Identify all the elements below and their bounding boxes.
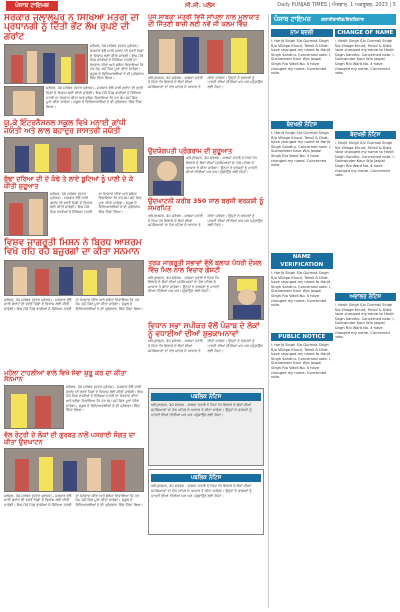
headline-mid-5: ਵਿਧਾਨ ਸਭਾ ਸਪੀਕਰ ਵੱਲੋਂ ਪੰਜਾਬ ਦੇ ਲੋਕਾਂ ਨੂੰ ਵਧਾਈਆਂ ਦੀਆਂ ਸ਼ੁਭਕਾਮਨਾਵਾਂ xyxy=(148,320,260,338)
notice-title: ਪਬਲਿਕ ਨੋਟਿਸ xyxy=(151,393,261,401)
page-date: Daily PUNJAB TIMES | ਐਤਵਾਰ, 1 ਅਕਤੂਬਰ, 2023 | 5 xyxy=(277,2,396,8)
notice-text: ਅੰਮ੍ਰਿਤਸਰ, 30 ਸਤੰਬਰ - ਸਾਬਕਾ ਮੰਤਰੀ ਨੇ ਕਿਹਾ ਕਿ ਇਲਾਕੇ ਦੇ ਲੋਕਾਂ ਦੀਆਂ ਸਮੱਸਿਆਵਾਂ ਦਾ ਹੱਲ ਪਹਿਲ ਦੇ ਆਧਾਰ ਤੇ ਕੀਤਾ ਜਾਵੇਗਾ। ਉਨ੍ਹਾਂ ਨੇ ਵਰਕਰਾਂ ਨੂੰ ਪਾਰਟੀ ਦੀਆਂ ਨੀਤੀਆਂ ਘਰ ਘਰ ਪਹੁੰਚਾਉਣ ਲਈ ਕਿਹਾ। xyxy=(151,484,252,498)
classified-banner-title: ਪੰਜਾਬ ਟਾਇਮਜ਼ xyxy=(274,15,311,23)
article-text: ਜਲੰਧਰ, 30 ਸਤੰਬਰ (ਪੱਤਰ ਪ੍ਰੇਰਕ) - ਸਰਕਾਰ ਵੱਲੋਂ ਜਾਰੀ ਗਰਾਂਟ ਦੀ ਵਰਤੋਂ ਪਿੰਡਾਂ ਦੇ ਵਿਕਾਸ ਲਈ ਕੀਤੀ ਜਾਵੇਗੀ। ਇਸ ਮੌਕੇ ਪਿੰਡ ਵਾਸੀਆਂ ਨੇ ਸਿੱਖਿਆ ਮੰਤਰੀ ਦਾ ਧੰਨਵਾਦ ਕੀਤਾ ਅਤੇ ਭਰੋਸਾ ਦਿਵਾਇਆ ਕਿ ਹਰ ਕੰਮ ਸਮੇਂ ਸਿਰ ਪੂਰਾ ਕੀਤਾ ਜਾਵੇਗਾ। ਸਕੂਲ ਦੇ ਵਿਦਿਆਰਥੀਆਂ ਨੇ ਵੀ ਪ੍ਰੋਗਰਾਮ ਵਿੱਚ ਹਿੱਸਾ ਲਿਆ। xyxy=(66,385,143,413)
section-title: ਬੇਦਖਲੀ ਨੋਟਿਸ xyxy=(335,131,397,139)
article-text: ਜਲੰਧਰ, 30 ਸਤੰਬਰ (ਪੱਤਰ ਪ੍ਰੇਰਕ) - ਸਰਕਾਰ ਵੱਲੋਂ ਜਾਰੀ ਗਰਾਂਟ ਦੀ ਵਰਤੋਂ ਪਿੰਡਾਂ ਦੇ ਵਿਕਾਸ ਲਈ ਕੀਤੀ ਜਾਵੇਗੀ। ਇਸ ਮੌਕੇ ਪਿੰਡ ਵਾਸੀਆਂ ਨੇ ਸਿੱਖਿਆ ਮੰਤਰੀ ਦਾ ਧੰਨਵਾਦ ਕੀਤਾ ਅਤੇ ਭਰੋਸਾ ਦਿਵਾਇਆ ਕਿ ਹਰ ਕੰਮ ਸਮੇਂ ਸਿਰ ਪੂਰਾ ਕੀਤਾ ਜਾਵੇਗਾ। ਸਕੂਲ ਦੇ ਵਿਦਿਆਰਥੀਆਂ ਨੇ ਵੀ ਪ੍ਰੋਗਰਾਮ ਵਿੱਚ ਹਿੱਸਾ ਲਿਆ। xyxy=(90,44,144,81)
left-column xyxy=(4,14,144,608)
headline-mid-4: ਤਰਕ ਜਾਗਰੂਤੀ ਸਭਾਵਾਂ ਵੱਲੋਂ ਬਲਾਕ ਪੱਧਰੀ ਦੋਸ਼ਲ ਵਿੱਚ ਮਿਲ ਨਾਲ ਵਿਚਾਰ ਗੋਸ਼ਟੀ xyxy=(148,259,262,274)
classified-text: I, Harjit Singh S/o Gurmail Singh R/o Village Khurd, Tehsil & Distt. have changed my name to Harjit Singh Sandhu. Concerned note. I, Sukhwinder Kaur W/o Jaspal Singh R/o Ward No. 4 have changed my name. Concerned note. xyxy=(271,271,332,308)
section-title: NAME VERIFICATION xyxy=(271,253,333,269)
notice-box xyxy=(148,388,264,466)
headline-1: ਸਰਕਾਰ ਜਲਾਲਪੁਰ ਨੇ ਸਿੱਖਿਆ ਮੰਤਰੀ ਦੀ ਪ੍ਰਧਾਨਗੀ ਨੂੰ ਦਿੱਤੀ ਭੇਂਟ ਲੱਖ ਰੁਪਏ ਦੀ ਗਰਾਂਟ xyxy=(4,14,140,42)
headline-5: ਮੁਹੱਲਾ ਟਾਹਲੀਆਂ ਵਾਲੇ ਵਿਖੇ ਸੇਵਾ ਸ਼ੁਰੂ ਕਰ ਦਾ ਕੀਤਾ ਸਨਮਾਨ xyxy=(4,368,127,384)
notice-text: ਅੰਮ੍ਰਿਤਸਰ, 30 ਸਤੰਬਰ - ਸਾਬਕਾ ਮੰਤਰੀ ਨੇ ਕਿਹਾ ਕਿ ਇਲਾਕੇ ਦੇ ਲੋਕਾਂ ਦੀਆਂ ਸਮੱਸਿਆਵਾਂ ਦਾ ਹੱਲ ਪਹਿਲ ਦੇ ਆਧਾਰ ਤੇ ਕੀਤਾ ਜਾਵੇਗਾ। ਉਨ੍ਹਾਂ ਨੇ ਵਰਕਰਾਂ ਨੂੰ ਪਾਰਟੀ ਦੀਆਂ ਨੀਤੀਆਂ ਘਰ ਘਰ ਪਹੁੰਚਾਉਣ ਲਈ ਕਿਹਾ। xyxy=(151,403,252,417)
middle-column xyxy=(148,14,264,608)
news-photo xyxy=(4,385,64,429)
headline-3: ਬੁੱਢਾ ਦਰਿਆ ਦੀ ਦੇ ਕੰਢੇ ਤੇ ਲਾਏ ਬੂਟਿਆਂ ਨੂੰ ਪਾਣੀ ਦੇ ਕੇ ਕੀਤੀ ਸ਼ੁਰੂਆਤ xyxy=(4,175,134,190)
section-title: ਅਦਾਲਤ ਨੋਟਿਸ xyxy=(335,293,397,301)
article-text: ਜਲੰਧਰ, 30 ਸਤੰਬਰ (ਪੱਤਰ ਪ੍ਰੇਰਕ) - ਸਰਕਾਰ ਵੱਲੋਂ ਜਾਰੀ ਗਰਾਂਟ ਦੀ ਵਰਤੋਂ ਪਿੰਡਾਂ ਦੇ ਵਿਕਾਸ ਲਈ ਕੀਤੀ ਜਾਵੇਗੀ। ਇਸ ਮੌਕੇ ਪਿੰਡ ਵਾਸੀਆਂ ਨੇ ਸਿੱਖਿਆ ਮੰਤਰੀ ਦਾ ਧੰਨਵਾਦ ਕੀਤਾ ਅਤੇ ਭਰੋਸਾ ਦਿਵਾਇਆ ਕਿ ਹਰ ਕੰਮ ਸਮੇਂ ਸਿਰ ਪੂਰਾ ਕੀਤਾ ਜਾਵੇਗਾ। ਸਕੂਲ ਦੇ ਵਿਦਿਆਰਥੀਆਂ ਨੇ ਵੀ ਪ੍ਰੋਗਰਾਮ ਵਿੱਚ ਹਿੱਸਾ ਲਿਆ। xyxy=(4,297,144,311)
headline-mid-2: ਉਦਯੋਗਪਤੀ ਪ੍ਰੋਗਰਾਮ ਦੀ ਸ਼ੁਰੂਆਤ xyxy=(148,146,233,155)
section-title: CHANGE OF NAME xyxy=(335,29,397,37)
news-photo xyxy=(4,86,44,116)
article-text: ਅੰਮ੍ਰਿਤਸਰ, 30 ਸਤੰਬਰ - ਸਾਬਕਾ ਮੰਤਰੀ ਨੇ ਕਿਹਾ ਕਿ ਇਲਾਕੇ ਦੇ ਲੋਕਾਂ ਦੀਆਂ ਸਮੱਸਿਆਵਾਂ ਦਾ ਹੱਲ ਪਹਿਲ ਦੇ ਆਧਾਰ ਤੇ ਕੀਤਾ ਜਾਵੇਗਾ। ਉਨ੍ਹਾਂ ਨੇ ਵਰਕਰਾਂ ਨੂੰ ਪਾਰਟੀ ਦੀਆਂ ਨੀਤੀਆਂ ਘਰ ਘਰ ਪਹੁੰਚਾਉਣ ਲਈ ਕਿਹਾ। xyxy=(148,75,263,89)
section-title: ਨਾਮ ਬਦਲੀ xyxy=(271,29,333,37)
article-text: ਅੰਮ੍ਰਿਤਸਰ, 30 ਸਤੰਬਰ - ਸਾਬਕਾ ਮੰਤਰੀ ਨੇ ਕਿਹਾ ਕਿ ਇਲਾਕੇ ਦੇ ਲੋਕਾਂ ਦੀਆਂ ਸਮੱਸਿਆਵਾਂ ਦਾ ਹੱਲ ਪਹਿਲ ਦੇ ਆਧਾਰ ਤੇ ਕੀਤਾ ਜਾਵੇਗਾ। ਉਨ੍ਹਾਂ ਨੇ ਵਰਕਰਾਂ ਨੂੰ ਪਾਰਟੀ ਦੀਆਂ ਨੀਤੀਆਂ ਘਰ ਘਰ ਪਹੁੰਚਾਉਣ ਲਈ ਕਿਹਾ। xyxy=(148,339,263,353)
headline-6: ਵੱਲ ਰੋਟਰੀ ਦੇ ਲੋਕਾਂ ਦੀ ਗੁਰਬਤ ਨਾਲੋਂ ਪਸਰਾਈ ਸੰਗਤ ਦਾ ਕੀਤਾ ਉਦਘਾਟਨ xyxy=(4,431,135,446)
classified-text: I, Harjit Singh S/o Gurmail Singh R/o Village Khurd, Tehsil & Distt. have changed my name to Harjit Singh Sandhu. Concerned note. I, Sukhwinder Kaur W/o Jaspal Singh R/o Ward No. 4 have changed my name. Concerned note. xyxy=(334,141,395,178)
classified-text: I, Harjit Singh S/o Gurmail Singh R/o Village Khurd, Tehsil & Distt. have changed my name to Harjit Singh Sandhu. Concerned note. I, Sukhwinder Kaur W/o Jaspal Singh R/o Ward No. 4 have changed my name. Concerned note. xyxy=(271,39,332,76)
classified-text: I, Harjit Singh S/o Gurmail Singh R/o Village Khurd, Tehsil & Distt. have changed my name to Harjit Singh Sandhu. Concerned note. I, Sukhwinder Kaur W/o Jaspal Singh R/o Ward No. 4 have changed my name. Concerned note. xyxy=(334,39,395,76)
article-text: ਅੰਮ੍ਰਿਤਸਰ, 30 ਸਤੰਬਰ - ਸਾਬਕਾ ਮੰਤਰੀ ਨੇ ਕਿਹਾ ਕਿ ਇਲਾਕੇ ਦੇ ਲੋਕਾਂ ਦੀਆਂ ਸਮੱਸਿਆਵਾਂ ਦਾ ਹੱਲ ਪਹਿਲ ਦੇ ਆਧਾਰ ਤੇ ਕੀਤਾ ਜਾਵੇਗਾ। ਉਨ੍ਹਾਂ ਨੇ ਵਰਕਰਾਂ ਨੂੰ ਪਾਰਟੀ ਦੀਆਂ ਨੀਤੀਆਂ ਘਰ ਘਰ ਪਹੁੰਚਾਉਣ ਲਈ ਕਿਹਾ। xyxy=(148,275,220,294)
notice-box xyxy=(148,469,264,535)
masthead-bar xyxy=(0,0,400,12)
news-photo xyxy=(4,448,144,492)
section-title: ਸੀ.ਜੀ. ਪਲੱਸ xyxy=(184,2,216,9)
portrait-photo xyxy=(148,156,184,196)
news-photo xyxy=(148,30,264,74)
article-text: ਜਲੰਧਰ, 30 ਸਤੰਬਰ (ਪੱਤਰ ਪ੍ਰੇਰਕ) - ਸਰਕਾਰ ਵੱਲੋਂ ਜਾਰੀ ਗਰਾਂਟ ਦੀ ਵਰਤੋਂ ਪਿੰਡਾਂ ਦੇ ਵਿਕਾਸ ਲਈ ਕੀਤੀ ਜਾਵੇਗੀ। ਇਸ ਮੌਕੇ ਪਿੰਡ ਵਾਸੀਆਂ ਨੇ ਸਿੱਖਿਆ ਮੰਤਰੀ ਦਾ ਧੰਨਵਾਦ ਕੀਤਾ ਅਤੇ ਭਰੋਸਾ ਦਿਵਾਇਆ ਕਿ ਹਰ ਕੰਮ ਸਮੇਂ ਸਿਰ ਪੂਰਾ ਕੀਤਾ ਜਾਵੇਗਾ। ਸਕੂਲ ਦੇ ਵਿਦਿਆਰਥੀਆਂ ਨੇ ਵੀ ਪ੍ਰੋਗਰਾਮ ਵਿੱਚ ਹਿੱਸਾ ਲਿਆ। xyxy=(46,86,143,109)
classified-column xyxy=(268,14,396,608)
article-text: ਅੰਮ੍ਰਿਤਸਰ, 30 ਸਤੰਬਰ - ਸਾਬਕਾ ਮੰਤਰੀ ਨੇ ਕਿਹਾ ਕਿ ਇਲਾਕੇ ਦੇ ਲੋਕਾਂ ਦੀਆਂ ਸਮੱਸਿਆਵਾਂ ਦਾ ਹੱਲ ਪਹਿਲ ਦੇ ਆਧਾਰ ਤੇ ਕੀਤਾ ਜਾਵੇਗਾ। ਉਨ੍ਹਾਂ ਨੇ ਵਰਕਰਾਂ ਨੂੰ ਪਾਰਟੀ ਦੀਆਂ ਨੀਤੀਆਂ ਘਰ ਘਰ ਪਹੁੰਚਾਉਣ ਲਈ ਕਿਹਾ। xyxy=(148,214,263,228)
article-text: ਜਲੰਧਰ, 30 ਸਤੰਬਰ (ਪੱਤਰ ਪ੍ਰੇਰਕ) - ਸਰਕਾਰ ਵੱਲੋਂ ਜਾਰੀ ਗਰਾਂਟ ਦੀ ਵਰਤੋਂ ਪਿੰਡਾਂ ਦੇ ਵਿਕਾਸ ਲਈ ਕੀਤੀ ਜਾਵੇਗੀ। ਇਸ ਮੌਕੇ ਪਿੰਡ ਵਾਸੀਆਂ ਨੇ ਸਿੱਖਿਆ ਮੰਤਰੀ ਦਾ ਧੰਨਵਾਦ ਕੀਤਾ ਅਤੇ ਭਰੋਸਾ ਦਿਵਾਇਆ ਕਿ ਹਰ ਕੰਮ ਸਮੇਂ ਸਿਰ ਪੂਰਾ ਕੀਤਾ ਜਾਵੇਗਾ। ਸਕੂਲ ਦੇ ਵਿਦਿਆਰਥੀਆਂ ਨੇ ਵੀ ਪ੍ਰੋਗਰਾਮ ਵਿੱਚ ਹਿੱਸਾ ਲਿਆ। xyxy=(50,191,142,215)
article-text: ਅੰਮ੍ਰਿਤਸਰ, 30 ਸਤੰਬਰ - ਸਾਬਕਾ ਮੰਤਰੀ ਨੇ ਕਿਹਾ ਕਿ ਇਲਾਕੇ ਦੇ ਲੋਕਾਂ ਦੀਆਂ ਸਮੱਸਿਆਵਾਂ ਦਾ ਹੱਲ ਪਹਿਲ ਦੇ ਆਧਾਰ ਤੇ ਕੀਤਾ ਜਾਵੇਗਾ। ਉਨ੍ਹਾਂ ਨੇ ਵਰਕਰਾਂ ਨੂੰ ਪਾਰਟੀ ਦੀਆਂ ਨੀਤੀਆਂ ਘਰ ਘਰ ਪਹੁੰਚਾਉਣ ਲਈ ਕਿਹਾ। xyxy=(186,156,258,175)
classified-banner xyxy=(271,14,396,25)
news-photo xyxy=(4,137,144,173)
classified-text: I, Harjit Singh S/o Gurmail Singh R/o Village Khurd, Tehsil & Distt. have changed my name to Harjit Singh Sandhu. Concerned note. I, Sukhwinder Kaur W/o Jaspal Singh R/o Ward No. 4 have changed my name. Concerned note. xyxy=(334,303,395,340)
portrait-photo xyxy=(228,276,264,320)
news-photo xyxy=(4,44,88,84)
news-photo xyxy=(4,192,48,236)
classified-banner-sub: ਕਲਾਸੀਫਾਈਡ/ਇਸ਼ਤਿਹਾਰ xyxy=(321,18,364,23)
headline-mid-1: ਪੁੱਜੇ ਸਾਬਕਾ ਮੰਤਰੀ ਵਿਜੈ ਸਾਂਪਲਾ ਨਾਲ ਮੁਲਾਕਾਤ ਦੀ ਜਿੱਤਣੀ ਬਾਜ਼ੀ ਲਈ ਨਵੇਂ ਜੀ ਕਲਮ ਵਿੱਚ xyxy=(148,14,260,28)
classified-text: I, Harjit Singh S/o Gurmail Singh R/o Village Khurd, Tehsil & Distt. have changed my name to Harjit Singh Sandhu. Concerned note. I, Sukhwinder Kaur W/o Jaspal Singh R/o Ward No. 4 have changed my name. Concerned note. xyxy=(271,131,332,168)
section-title: PUBLIC NOTICE xyxy=(271,333,333,341)
headline-2: ਯੂ.ਕੇ ਇੰਟਰਨੈਸ਼ਨਲ ਸਕੂਲ ਵਿਖੇ ਮਨਾਈ ਗਾਂਧੀ ਜਯੰਤੀ ਅਤੇ ਲਾਲ ਬਹਾਦੁਰ ਸ਼ਾਸਤਰੀ ਜਯੰਤੀ xyxy=(4,118,127,136)
section-title: ਬੇਦਖਲੀ ਨੋਟਿਸ xyxy=(271,121,333,129)
news-photo xyxy=(4,260,144,296)
brand-logo: ਪੰਜਾਬ ਟਾਇਮਜ਼ xyxy=(6,1,58,11)
classified-text: I, Harjit Singh S/o Gurmail Singh R/o Village Khurd, Tehsil & Distt. have changed my name to Harjit Singh Sandhu. Concerned note. I, Sukhwinder Kaur W/o Jaspal Singh R/o Ward No. 4 have changed my name. Concerned note. xyxy=(271,343,332,380)
headline-mid-3: ਉਦਘਾਟਨੀ ਕਰੀਬ 350 ਸਾਲ ਬਰਸੀ ਵਰਕਸ਼ੀ ਨੂੰ ਸਮਰਪਿਤ xyxy=(148,197,264,213)
notice-title: ਪਬਲਿਕ ਨੋਟਿਸ xyxy=(151,474,261,482)
headline-4: ਵਿਸ਼ਵ ਜਾਗਰੂਤੀ ਮਿਸ਼ਨ ਨੇ ਬਿਰਧ ਆਸ਼ਰਮ ਵਿਖੇ ਰਹਿ ਰਹੇ ਬਜ਼ੁਰਗਾਂ ਦਾ ਕੀਤਾ ਸਨਮਾਨ xyxy=(4,237,142,258)
article-text: ਜਲੰਧਰ, 30 ਸਤੰਬਰ (ਪੱਤਰ ਪ੍ਰੇਰਕ) - ਸਰਕਾਰ ਵੱਲੋਂ ਜਾਰੀ ਗਰਾਂਟ ਦੀ ਵਰਤੋਂ ਪਿੰਡਾਂ ਦੇ ਵਿਕਾਸ ਲਈ ਕੀਤੀ ਜਾਵੇਗੀ। ਇਸ ਮੌਕੇ ਪਿੰਡ ਵਾਸੀਆਂ ਨੇ ਸਿੱਖਿਆ ਮੰਤਰੀ ਦਾ ਧੰਨਵਾਦ ਕੀਤਾ ਅਤੇ ਭਰੋਸਾ ਦਿਵਾਇਆ ਕਿ ਹਰ ਕੰਮ ਸਮੇਂ ਸਿਰ ਪੂਰਾ ਕੀਤਾ ਜਾਵੇਗਾ। ਸਕੂਲ ਦੇ ਵਿਦਿਆਰਥੀਆਂ ਨੇ ਵੀ ਪ੍ਰੋਗਰਾਮ ਵਿੱਚ ਹਿੱਸਾ ਲਿਆ। xyxy=(4,493,144,507)
